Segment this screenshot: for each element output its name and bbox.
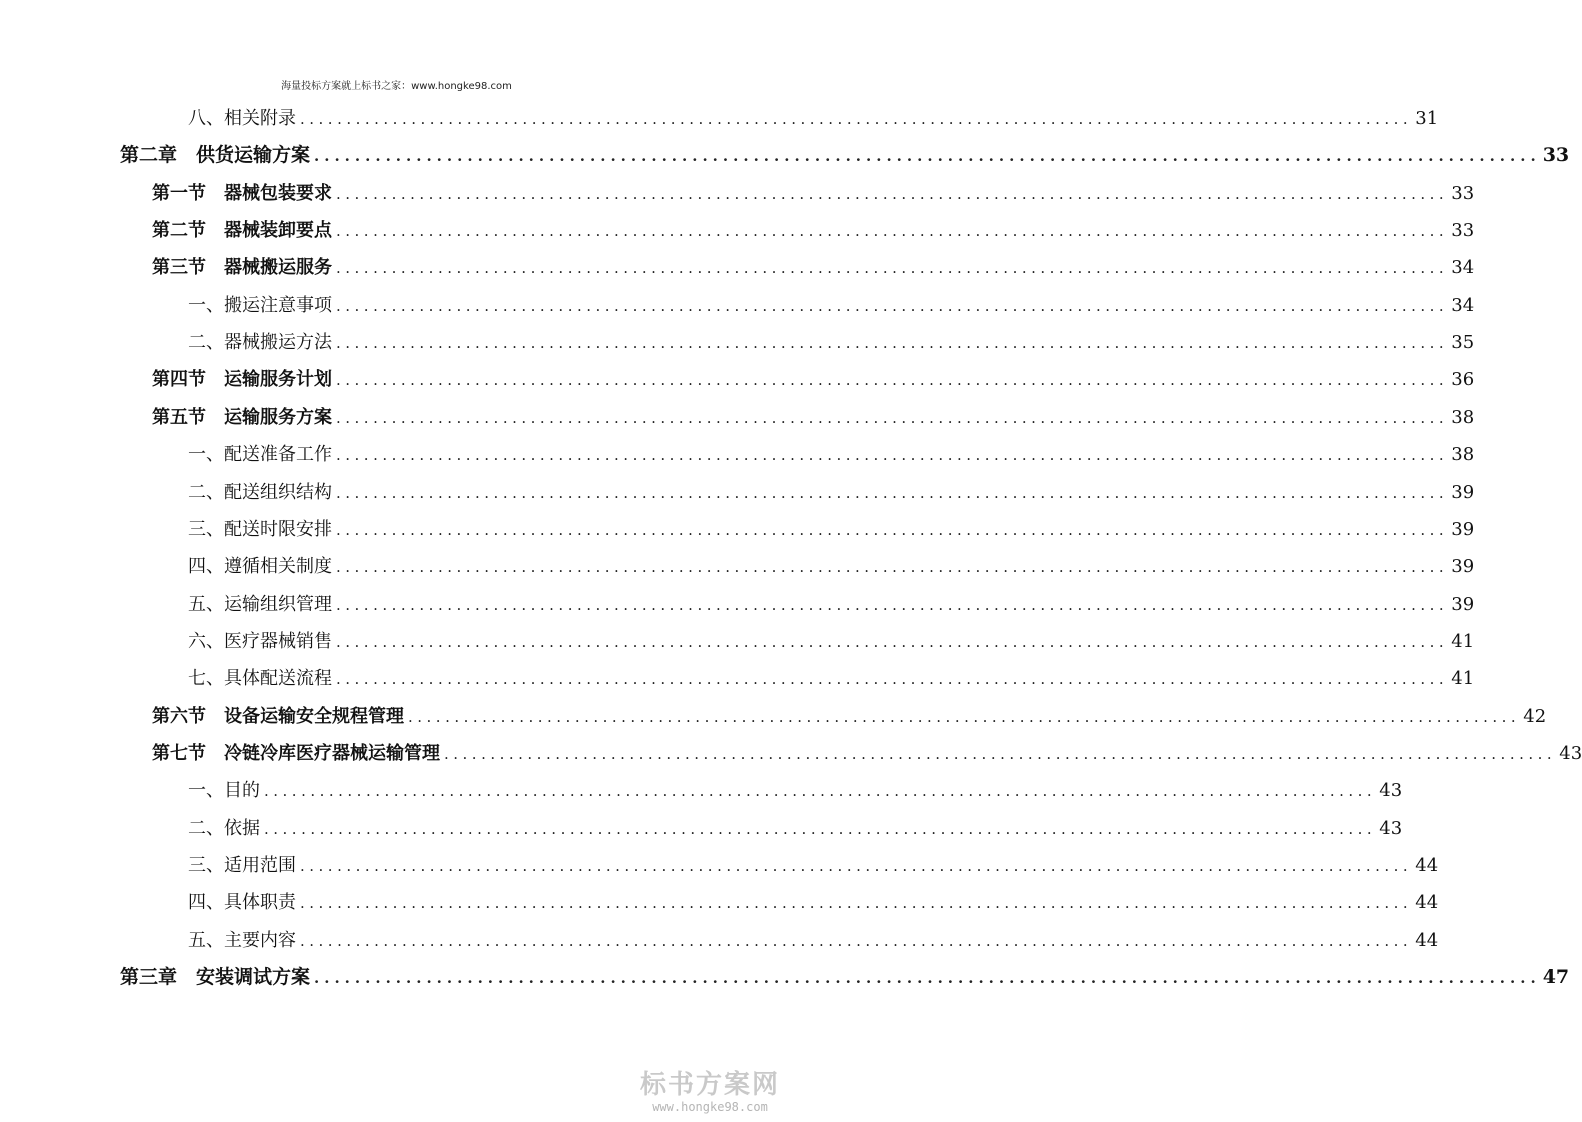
toc-entry-page-number: 35 (1451, 332, 1475, 354)
toc-leader-dots: ........................................................................................................................ (336, 334, 1449, 353)
toc-entry-title: 第五节 运输服务方案 (152, 406, 332, 428)
toc-entry-title: 第三节 器械搬运服务 (152, 257, 332, 279)
toc-entry[interactable] (188, 884, 1439, 921)
toc-entry-page-number: 44 (1415, 892, 1439, 914)
toc-entry-page-number: 33 (1451, 182, 1475, 204)
toc-entry-title: 二、器械搬运方法 (188, 332, 332, 354)
toc-entry[interactable] (188, 810, 1403, 847)
toc-leader-dots: ........................................................................................................................ (336, 296, 1449, 315)
toc-entry[interactable] (152, 399, 1475, 436)
toc-entry[interactable] (188, 511, 1475, 548)
toc-leader-dots: ........................................................................................................................ (336, 184, 1449, 203)
toc-leader-dots: ........................................................................................................................ (336, 558, 1449, 577)
toc-entry[interactable] (188, 436, 1475, 473)
watermark-url: www.hongke98.com (652, 1100, 768, 1114)
toc-leader-dots: ........................................................................................................................ (300, 931, 1413, 950)
toc-entry-title: 第三章 安装调试方案 (120, 966, 311, 989)
toc-entry-page-number: 43 (1379, 817, 1403, 839)
toc-entry-title: 五、运输组织管理 (188, 593, 332, 615)
toc-entry[interactable] (188, 623, 1475, 660)
toc-entry-title: 六、医疗器械销售 (188, 630, 332, 652)
toc-entry[interactable] (152, 698, 1547, 735)
toc-entry-page-number: 39 (1451, 593, 1475, 615)
toc-entry-title: 四、具体职责 (188, 892, 296, 914)
toc-entry[interactable] (152, 361, 1475, 398)
toc-entry-page-number: 38 (1451, 444, 1475, 466)
toc-entry-title: 一、配送准备工作 (188, 444, 332, 466)
toc-entry[interactable] (188, 922, 1439, 959)
toc-entry-title: 三、适用范围 (188, 855, 296, 876)
toc-entry[interactable] (188, 847, 1439, 884)
toc-leader-dots: ........................................................................................................................ (336, 632, 1449, 651)
toc-leader-dots: ........................................................................................................................ (336, 670, 1449, 689)
toc-leader-dots: ........................................................................................................................ (336, 259, 1449, 278)
toc-entry-title: 四、遵循相关制度 (188, 556, 332, 578)
toc-leader-dots: ........................................................................................................................ (314, 969, 1541, 988)
toc-entry-page-number: 36 (1451, 369, 1475, 391)
toc-entry-page-number: 33 (1451, 220, 1475, 242)
toc-entry[interactable] (188, 474, 1475, 511)
toc-entry-page-number: 33 (1542, 144, 1570, 167)
toc-entry[interactable] (120, 959, 1570, 996)
toc-entry-page-number: 39 (1451, 481, 1475, 503)
watermark-title: 标书方案网 (639, 1070, 780, 1100)
toc-entry-title: 一、目的 (188, 780, 260, 802)
toc-entry[interactable] (152, 735, 1582, 772)
toc-entry-title: 二、配送组织结构 (188, 481, 332, 503)
toc-leader-dots: ........................................................................................................................ (408, 707, 1521, 726)
toc-entry-page-number: 39 (1451, 556, 1475, 578)
toc-entry[interactable] (188, 586, 1475, 623)
toc-entry-title: 第六节 设备运输安全规程管理 (152, 705, 404, 727)
toc-entry-page-number: 44 (1415, 929, 1439, 951)
toc-entry[interactable] (152, 175, 1475, 212)
toc-entry[interactable] (188, 324, 1475, 361)
toc-entry[interactable] (188, 287, 1475, 324)
toc-leader-dots: ........................................................................................................................ (264, 782, 1377, 801)
toc-leader-dots: ........................................................................................................................ (300, 857, 1413, 875)
toc-leader-dots: ........................................................................................................................ (336, 446, 1449, 465)
toc-entry-title: 第四节 运输服务计划 (152, 369, 332, 391)
toc-entry-page-number: 43 (1379, 780, 1403, 802)
toc-entry-page-number: 31 (1415, 108, 1439, 129)
toc-leader-dots: ........................................................................................................................ (300, 894, 1413, 913)
toc-entry-title: 八、相关附录 (188, 108, 296, 129)
toc-entry-title: 三、配送时限安排 (188, 518, 332, 540)
toc-entry[interactable] (188, 660, 1475, 697)
toc-entry[interactable] (120, 137, 1570, 174)
toc-entry-title: 五、主要内容 (188, 929, 296, 951)
toc-entry-title: 二、依据 (188, 817, 260, 839)
toc-entry[interactable] (188, 772, 1403, 809)
toc-entry-page-number: 41 (1451, 630, 1475, 652)
toc-leader-dots: ........................................................................................................................ (444, 744, 1557, 763)
toc-entry-title: 七、具体配送流程 (188, 668, 332, 690)
toc-leader-dots: ........................................................................................................................ (336, 371, 1449, 390)
toc-entry-page-number: 43 (1559, 742, 1582, 764)
toc-entry-page-number: 34 (1451, 257, 1475, 279)
toc-entry[interactable] (152, 249, 1475, 286)
toc-entry-page-number: 42 (1523, 705, 1547, 727)
toc-leader-dots: ........................................................................................................................ (300, 110, 1413, 128)
watermark-logo (635, 1070, 785, 1114)
toc-leader-dots: ........................................................................................................................ (336, 595, 1449, 614)
toc-leader-dots: ........................................................................................................................ (336, 222, 1449, 241)
toc-entry-title: 第二节 器械装卸要点 (152, 220, 332, 242)
toc-entry-title: 第二章 供货运输方案 (120, 144, 311, 167)
toc-entry[interactable] (152, 212, 1475, 249)
toc-entry[interactable] (188, 100, 1439, 137)
toc-entry-title: 第一节 器械包装要求 (152, 182, 332, 204)
page-header: 海量投标方案就上标书之家：www.hongke98.com (281, 81, 512, 92)
toc-leader-dots: ........................................................................................................................ (336, 483, 1449, 502)
toc-entry-page-number: 41 (1451, 668, 1475, 690)
toc-entry[interactable] (188, 548, 1475, 585)
toc-leader-dots: ........................................................................................................................ (314, 147, 1541, 166)
toc-entry-title: 一、搬运注意事项 (188, 294, 332, 316)
toc-leader-dots: ........................................................................................................................ (264, 819, 1377, 838)
toc-entry-page-number: 34 (1451, 294, 1475, 316)
toc-entry-page-number: 44 (1415, 855, 1439, 876)
toc-leader-dots: ........................................................................................................................ (336, 408, 1449, 427)
toc-leader-dots: ........................................................................................................................ (336, 520, 1449, 539)
toc-entry-title: 第七节 冷链冷库医疗器械运输管理 (152, 742, 440, 764)
toc-entry-page-number: 39 (1451, 518, 1475, 540)
toc-entry-page-number: 47 (1542, 966, 1570, 989)
toc-entry-page-number: 38 (1451, 406, 1475, 428)
